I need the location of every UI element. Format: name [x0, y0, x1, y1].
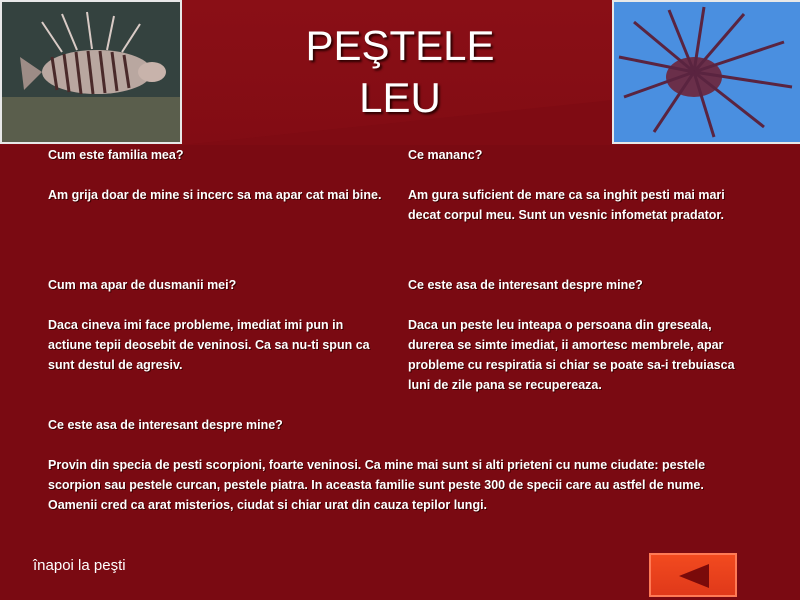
- section-question: Cum ma apar de dusmanii mei?: [48, 278, 237, 292]
- section-answer: Daca un peste leu inteapa o persoana din greseala, durerea se simte imediat, ii amortesc membrele, apar probleme cu respiratia si chiar se poate sa-i trebuiasca luni de zile pana se recupereaza.: [408, 318, 735, 392]
- title-line-1: PEŞTELE: [305, 22, 495, 69]
- section-interesting-1: [408, 275, 753, 395]
- lionfish-image: [2, 2, 180, 142]
- section-answer: Daca cineva imi face probleme, imediat imi pun in actiune tepii deosebit de veninosi. Ca sa nu-ti spun ca sunt destul de agresiv.: [48, 318, 370, 372]
- section-family: [48, 145, 398, 205]
- back-to-fish-link[interactable]: înapoi la peşti: [33, 557, 126, 574]
- section-question: Ce este asa de interesant despre mine?: [408, 278, 643, 292]
- section-defense: [48, 275, 388, 375]
- section-question: Ce mananc?: [408, 148, 483, 162]
- title-line-2: LEU: [359, 74, 441, 121]
- section-interesting-2: [48, 415, 748, 515]
- lionfish-photo-left: [0, 0, 182, 144]
- section-food: [408, 145, 758, 225]
- section-question: Ce este asa de interesant despre mine?: [48, 418, 283, 432]
- section-answer: Am gura suficient de mare ca sa inghit pesti mai mari decat corpul meu. Sunt un vesnic infometat pradator.: [408, 188, 725, 222]
- back-arrow-icon: [679, 564, 709, 588]
- lionfish-image: [614, 2, 800, 142]
- section-question: Cum este familia mea?: [48, 148, 184, 162]
- back-button[interactable]: [649, 553, 737, 597]
- section-answer: Am grija doar de mine si incerc sa ma apar cat mai bine.: [48, 188, 382, 202]
- page-title: [250, 22, 550, 122]
- section-answer: Provin din specia de pesti scorpioni, foarte veninosi. Ca mine mai sunt si alti prieteni cu nume ciudate: pestele scorpion sau pestele curcan, pestele piatra. In aceasta familie sunt peste 300 de specii care au astfel de nume. Oamenii cred ca arat misterios, ciudat si chiar urat din cauza tepilor lungi.: [48, 458, 706, 512]
- lionfish-photo-right: [612, 0, 800, 144]
